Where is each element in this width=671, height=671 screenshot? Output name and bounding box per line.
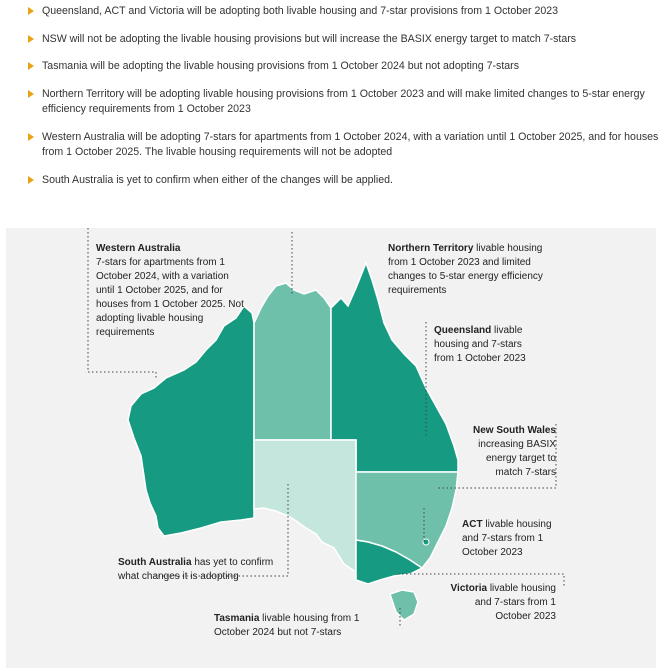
bullet-item: Northern Territory will be adopting livable housing provisions from 1 October 2023 and will make limited changes to 5-star energy efficiency requirements from 1 October 2023: [28, 87, 668, 118]
bullet-item: Western Australia will be adopting 7-stars for apartments from 1 October 2024, with a variation until 1 October 2025, and for houses from 1 October 2025. The livable housing requirements will not be adopted: [28, 130, 668, 161]
nsw-label: New South Wales increasing BASIX energy target to match 7-stars: [473, 425, 556, 478]
map-region-tas: [390, 590, 418, 620]
vic-label: Victoria livable housing and 7-stars from 1 October 2023: [450, 583, 556, 622]
map-region-act: [423, 539, 429, 545]
australia-map-panel: [6, 228, 656, 668]
bullet-item: Queensland, ACT and Victoria will be adopting both livable housing and 7-star provisions from 1 October 2023: [28, 4, 668, 20]
nt-label: Northern Territory livable housing from 1 October 2023 and limited changes to 5-star energy efficiency requirements: [388, 243, 543, 296]
arrow-bullet-icon: [28, 7, 34, 15]
arrow-bullet-icon: [28, 133, 34, 141]
bullet-item: Tasmania will be adopting the livable housing provisions from 1 October 2024 but not adopting 7-stars: [28, 59, 668, 75]
act-label: ACT livable housing and 7-stars from 1 October 2023: [462, 519, 552, 558]
bullet-item: NSW will not be adopting the livable housing provisions but will increase the BASIX energy target to match 7-stars: [28, 32, 668, 48]
sa-label: South Australia has yet to confirm what changes it is adopting: [118, 557, 274, 582]
wa-label: Western Australia 7-stars for apartments from 1 October 2024, with a variation until 1 October 2025, and for houses from 1 October 2025. Not adopting livable housing requirements: [96, 243, 244, 338]
map-region-sa: [254, 440, 356, 572]
qld-label: Queensland livable housing and 7-stars from 1 October 2023: [434, 325, 526, 364]
bullet-list: [28, 4, 668, 200]
map-region-wa: [128, 306, 254, 536]
arrow-bullet-icon: [28, 90, 34, 98]
arrow-bullet-icon: [28, 35, 34, 43]
bullet-item: South Australia is yet to confirm when either of the changes will be applied.: [28, 173, 668, 189]
arrow-bullet-icon: [28, 62, 34, 70]
map-region-nt: [254, 283, 331, 440]
arrow-bullet-icon: [28, 176, 34, 184]
tas-label: Tasmania livable housing from 1 October 2024 but not 7-stars: [214, 613, 360, 638]
